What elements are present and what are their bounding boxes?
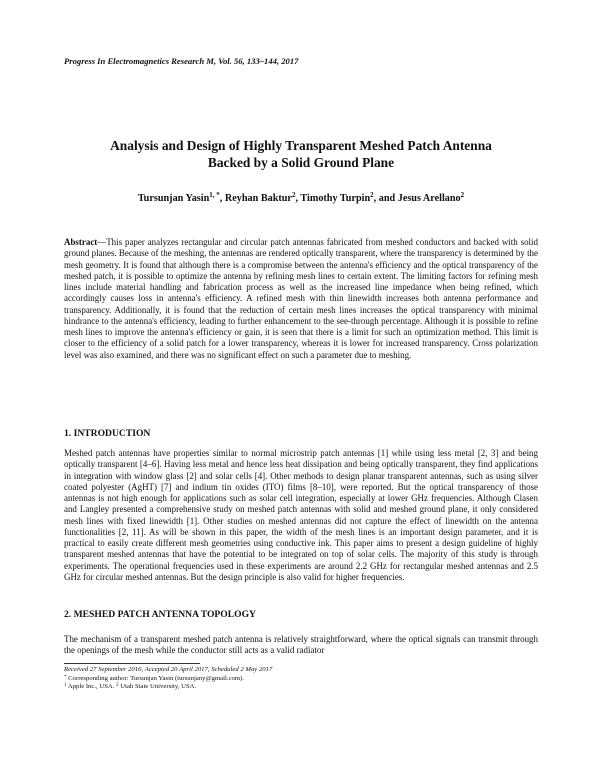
section-body-topology: The mechanism of a transparent meshed patch antenna is relatively straightforward, where the optical signals can transmit through the openings of the mesh while the conductor still acts as a valid radiator (64, 634, 538, 656)
author-affiliation-mark: 2 (370, 191, 374, 199)
paper-title (64, 138, 538, 171)
footnote-mark: 2 (116, 683, 119, 689)
footnote-divider (64, 663, 200, 664)
abstract (64, 237, 538, 361)
author-affiliation-mark: 1, * (209, 191, 220, 199)
section-body-introduction: Meshed patch antennas have properties similar to normal microstrip patch antennas [1] while using less metal [2, 3] and being optically transparent [4–6]. Having less metal and hence less heat dissipation and being optically transparent, they find applications in integration with window glass [2] and solar cells [4]. Other methods to design planar transparent antennas, such as using silver coated polyester (AgHT) [7] and indium tin oxides (ITO) films [8–10], were reported. But the optical transparency of those antennas is not high enough for applications such as solar cell integration, especially at lower GHz frequencies. Although Clasen and Langley presented a comprehensive study on meshed patch antennas with solid and meshed ground plane, it only considered mesh lines with fixed linewidth [1]. Other studies on meshed antennas did not capture the effect of linewidth on the antenna functionalities [2, 11]. As will be shown in this paper, the width of the mesh lines is an important design parameter, and it is practical to easily create different mesh geometries using conductive ink. This paper aims to present a design guideline of highly transparent meshed antennas that have the potential to be integrated on top of solar cells. The majority of this study is through experiments. The operational frequencies used in these experiments are around 2.2 GHz for rectangular meshed antennas and 2.5 GHz for circular meshed antennas. But the design principle is also valid for higher frequencies. (64, 448, 538, 582)
abstract-label: Abstract (64, 237, 98, 247)
paper-title-line-1: Analysis and Design of Highly Transparent Meshed Patch Antenna (110, 138, 492, 153)
author-name: Timothy Turpin (300, 193, 371, 204)
author-name: Jesus Arellano (397, 193, 461, 204)
corresponding-author-text: Corresponding author: Tursunjan Yasin (tursunjany@gmail.com). (68, 674, 244, 682)
affiliation-2: Utah State University, USA. (120, 683, 197, 691)
journal-header: Progress In Electromagnetics Research M, Vol. 56, 133–144, 2017 (64, 56, 299, 66)
author-separator: , and (373, 193, 398, 204)
author-separator: , (295, 193, 301, 204)
author-list (64, 192, 538, 205)
received-dates: Received 27 September 2016, Accepted 20 April 2017, Scheduled 2 May 2017 (64, 666, 273, 673)
footnote-mark: * (64, 674, 67, 680)
section-heading-introduction: 1. INTRODUCTION (64, 428, 151, 439)
author-name: Reyhan Baktur (224, 193, 292, 204)
paper-title-line-2: Backed by a Solid Ground Plane (207, 154, 395, 170)
footnote-mark: 1 (64, 683, 67, 689)
affiliations-note (64, 683, 538, 692)
author-affiliation-mark: 2 (291, 191, 296, 199)
section-heading-topology: 2. MESHED PATCH ANTENNA TOPOLOGY (64, 609, 256, 620)
footnotes (64, 666, 538, 692)
paper-page (64, 0, 538, 776)
author-affiliation-mark: 2 (460, 191, 465, 199)
abstract-text: —This paper analyzes rectangular and circular patch antennas fabricated from meshed conductors and backed with solid ground planes. Because of the meshing, the antennas are rendered optically transparent, where the transparency is determined by the mesh geometry. It is found that although there is a compromise between the antenna's efficiency and the optical transparency of the meshed patch, it is possible to optimize the antenna by refining mesh lines to certain extent. The limiting factors for refining mesh lines include material handling and fabrication process as well as the increased line impedance when being refined, which accordingly causes loss in antenna's efficiency. A refined mesh with thin linewidth increases both antenna performance and transparency. Additionally, it is found that the reduction of certain mesh lines increases the optical transparency with minimal hindrance to the antenna's efficiency, leading to further enhancement to the see-through percentage. Although it is possible to refine mesh lines to improve the antenna's efficiency or gain, it is seen that there is a limit for such an optimization method. This limit is closer to the efficiency of a solid patch for a lower transparency, whereas it is lower for increased transparency. Cross polarization level was also examined, and there was no significant effect on such a parameter due to meshing. (64, 237, 538, 360)
affiliation-1: Apple Inc., USA. (67, 683, 115, 691)
author-name: Tursunjan Yasin (137, 193, 210, 204)
corresponding-author-note (64, 675, 538, 684)
author-separator: , (219, 193, 225, 204)
